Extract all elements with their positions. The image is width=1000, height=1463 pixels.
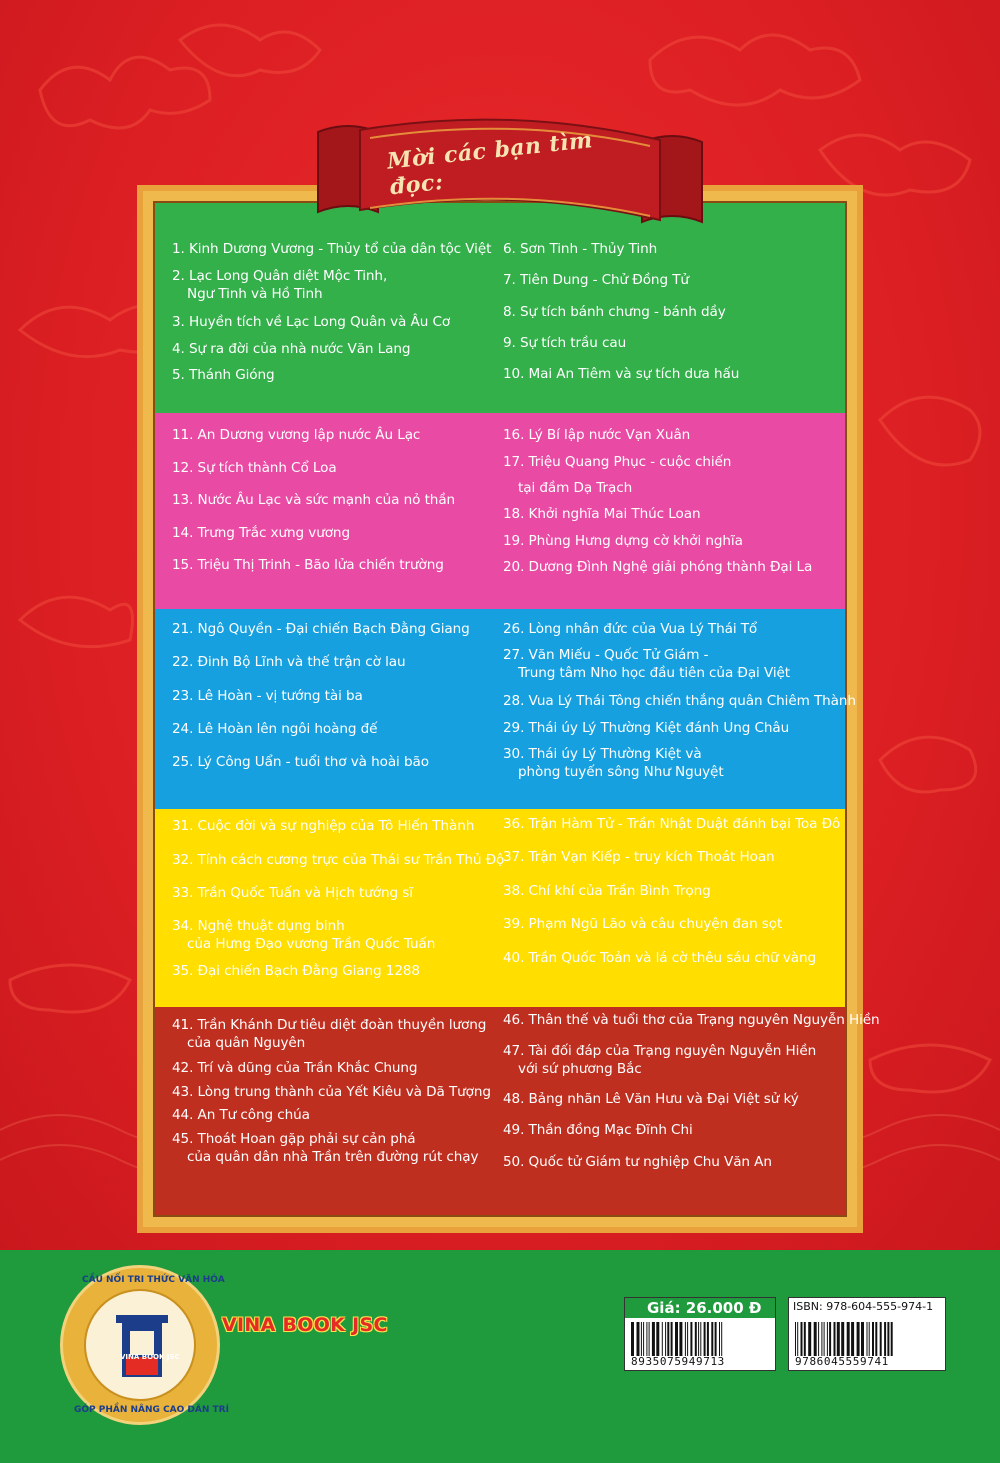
- book-title-item: [503, 1090, 799, 1108]
- barcode-bar: [821, 1322, 822, 1356]
- barcode-bar: [814, 1322, 817, 1356]
- barcode-bar: [847, 1322, 850, 1356]
- book-title-line: 3. Huyền tích về Lạc Long Quân và Âu Cơ: [172, 314, 451, 330]
- logo-ring-bottom-text: GÓP PHẦN NÂNG CAO DÂN TRÍ: [74, 1405, 229, 1415]
- barcode-bar: [721, 1322, 722, 1356]
- price-barcode-number: 8935075949713: [631, 1355, 725, 1368]
- book-title-item: [503, 848, 775, 866]
- book-title-item: [503, 334, 626, 352]
- book-title-line: 41. Trần Khánh Dư tiêu diệt đoàn thuyền lương: [172, 1017, 487, 1033]
- book-title-line: 50. Quốc tử Giám tư nghiệp Chu Văn An: [503, 1154, 772, 1170]
- book-title-item: [172, 340, 410, 358]
- book-title-line: 21. Ngô Quyền - Đại chiến Bạch Đằng Giang: [172, 621, 470, 637]
- barcode-bar: [652, 1322, 655, 1356]
- book-title-item: [172, 962, 420, 980]
- barcode-bar: [687, 1322, 688, 1356]
- barcode-bar: [808, 1322, 811, 1356]
- book-title-item: [503, 719, 789, 737]
- book-title-line: 6. Sơn Tinh - Thủy Tinh: [503, 241, 658, 257]
- barcode-bar: [667, 1322, 669, 1356]
- isbn-barcode-box: [788, 1297, 946, 1371]
- book-title-item: [503, 1011, 880, 1029]
- logo-center: [84, 1289, 196, 1401]
- book-title-item: [503, 692, 856, 710]
- barcode-bar: [827, 1322, 828, 1356]
- barcode-bar: [643, 1322, 644, 1356]
- book-title-line: 37. Trận Vạn Kiếp - truy kích Thoát Hoan: [503, 849, 775, 865]
- barcode-bar: [711, 1322, 713, 1356]
- book-title-line: 49. Thần đồng Mạc Đĩnh Chi: [503, 1122, 693, 1138]
- book-title-item: [503, 646, 790, 682]
- book-title-line: 28. Vua Lý Thái Tông chiến thắng quân Chiêm Thành: [503, 693, 856, 709]
- book-title-item: [172, 267, 387, 303]
- book-title-line: 24. Lê Hoàn lên ngôi hoàng đế: [172, 721, 378, 737]
- book-title-line: 34. Nghệ thuật dụng binh: [172, 918, 345, 934]
- barcode-bar: [649, 1322, 650, 1356]
- book-title-item: [172, 817, 474, 835]
- barcode-bar: [829, 1322, 831, 1356]
- barcode-bar: [795, 1322, 796, 1356]
- barcode-bar: [801, 1322, 803, 1356]
- barcode-bar: [891, 1322, 893, 1356]
- book-title-item: [172, 1016, 486, 1052]
- book-title-line: 30. Thái úy Lý Thường Kiệt và: [503, 746, 702, 762]
- isbn-label: ISBN: 978-604-555-974-1: [793, 1300, 934, 1313]
- logo-ring-top-text: CẦU NỐI TRI THỨC VĂN HÓA: [82, 1275, 225, 1285]
- isbn-barcode: [795, 1322, 941, 1356]
- barcode-bar: [700, 1322, 701, 1356]
- book-title-item: [172, 851, 504, 869]
- barcode-bar: [719, 1322, 720, 1356]
- book-title-line: 20. Dương Đình Nghệ giải phóng thành Đại La: [503, 559, 813, 575]
- book-title-item: [172, 366, 275, 384]
- book-title-line: 26. Lòng nhân đức của Vua Lý Thái Tổ: [503, 621, 758, 637]
- book-title-line: 29. Thái úy Lý Thường Kiệt đánh Ung Châu: [503, 720, 790, 736]
- book-title-line: của quân dân nhà Trần trên đường rút chạy: [187, 1149, 479, 1165]
- book-title-item: [503, 1153, 772, 1171]
- barcode-bar: [834, 1322, 836, 1356]
- barcode-bar: [704, 1322, 706, 1356]
- book-title-item: [503, 1042, 816, 1078]
- publisher-logo: [60, 1265, 229, 1425]
- book-title-item: [172, 524, 350, 542]
- barcode-bar: [861, 1322, 864, 1356]
- book-title-line: phòng tuyến sông Như Nguyệt: [518, 764, 724, 780]
- book-title-item: [172, 753, 429, 771]
- logo-emblem-text: VINA BOOK JSC: [120, 1353, 180, 1361]
- barcode-bar: [875, 1322, 877, 1356]
- book-title-line: 4. Sự ra đời của nhà nước Văn Lang: [172, 341, 411, 357]
- book-title-line: 17. Triệu Quang Phục - cuộc chiến: [503, 454, 732, 470]
- book-title-line: 38. Chí khí của Trần Bình Trọng: [503, 883, 711, 899]
- barcode-bar: [656, 1322, 659, 1356]
- barcode-bar: [637, 1322, 640, 1356]
- book-title-line: với sứ phương Bắc: [518, 1061, 642, 1077]
- book-title-line: 27. Văn Miếu - Quốc Tử Giám -: [503, 647, 709, 663]
- book-title-line: Ngư Tinh và Hồ Tinh: [187, 286, 323, 302]
- book-title-item: [503, 745, 724, 781]
- barcode-bar: [679, 1322, 682, 1356]
- barcode-bar: [857, 1322, 860, 1356]
- book-title-line: 25. Lý Công Uẩn - tuổi thơ và hoài bão: [172, 754, 429, 770]
- price-barcode: [631, 1322, 771, 1356]
- book-title-item: [172, 240, 491, 258]
- book-title-line: 16. Lý Bí lập nước Vạn Xuân: [503, 427, 691, 443]
- book-title-item: [503, 1121, 693, 1139]
- isbn-barcode-number: 9786045559741: [795, 1355, 889, 1368]
- book-title-line: 36. Trận Hàm Tử - Trần Nhật Duật đánh bại Toa Đô: [503, 816, 841, 832]
- barcode-bar: [851, 1322, 854, 1356]
- barcode-bar: [867, 1322, 868, 1356]
- book-title-line: 35. Đại chiến Bạch Đằng Giang 1288: [172, 963, 420, 979]
- book-title-line: 47. Tài đối đáp của Trạng nguyên Nguyễn Hiền: [503, 1043, 817, 1059]
- barcode-bar: [818, 1322, 819, 1356]
- barcode-bar: [685, 1322, 686, 1356]
- book-title-item: [172, 620, 470, 638]
- book-title-item: [172, 1059, 417, 1077]
- book-title-item: [503, 453, 731, 497]
- book-title-line: Trung tâm Nho học đầu tiên của Đại Việt: [518, 665, 791, 681]
- book-title-line: 18. Khởi nghĩa Mai Thúc Loan: [503, 506, 701, 522]
- book-title-item: [503, 303, 726, 321]
- barcode-bar: [641, 1322, 642, 1356]
- book-title-line: 39. Phạm Ngũ Lão và câu chuyện đan sọt: [503, 916, 783, 932]
- book-title-line: 44. An Tư công chúa: [172, 1107, 310, 1123]
- barcode-bar: [884, 1322, 886, 1356]
- barcode-bar: [671, 1322, 673, 1356]
- barcode-bar: [631, 1322, 634, 1356]
- barcode-bar: [690, 1322, 692, 1356]
- book-title-line: 22. Đinh Bộ Lĩnh và thế trận cờ lau: [172, 654, 406, 670]
- book-title-item: [172, 884, 413, 902]
- book-title-line: 10. Mai An Tiêm và sự tích dưa hấu: [503, 366, 740, 382]
- book-title-item: [172, 1083, 491, 1101]
- book-title-line: 43. Lòng trung thành của Yết Kiêu và Dã Tượng: [172, 1084, 491, 1100]
- book-title-item: [503, 882, 711, 900]
- book-title-item: [172, 556, 444, 574]
- book-title-line: 33. Trần Quốc Tuấn và Hịch tướng sĩ: [172, 885, 413, 901]
- barcode-bar: [804, 1322, 806, 1356]
- book-title-item: [172, 313, 450, 331]
- book-title-line: 9. Sự tích trầu cau: [503, 335, 627, 351]
- book-title-item: [503, 558, 812, 576]
- barcode-bar: [887, 1322, 889, 1356]
- barcode-bar: [675, 1322, 678, 1356]
- barcode-bar: [665, 1322, 666, 1356]
- book-title-line: 15. Triệu Thị Trinh - Bão lửa chiến trường: [172, 557, 444, 573]
- barcode-bar: [695, 1322, 697, 1356]
- book-title-item: [172, 687, 363, 705]
- barcode-bar: [662, 1322, 663, 1356]
- book-title-item: [172, 1106, 310, 1124]
- book-title-item: [172, 720, 377, 738]
- barcode-bar: [707, 1322, 709, 1356]
- book-title-item: [503, 915, 782, 933]
- book-title-item: [503, 620, 757, 638]
- book-title-item: [503, 532, 743, 550]
- book-title-line: 11. An Dương vương lập nước Âu Lạc: [172, 427, 421, 443]
- book-title-line: của quân Nguyên: [187, 1035, 306, 1051]
- barcode-bar: [869, 1322, 870, 1356]
- book-title-item: [503, 426, 690, 444]
- book-title-line: 32. Tính cách cương trực của Thái sư Trần Thủ Độ: [172, 852, 505, 868]
- book-title-item: [172, 917, 435, 953]
- book-title-line: 19. Phùng Hưng dựng cờ khởi nghĩa: [503, 533, 743, 549]
- book-title-line: 45. Thoát Hoan gặp phải sự cản phá: [172, 1131, 416, 1147]
- banner-title: Mời các bạn tìm đọc:: [385, 127, 594, 201]
- book-title-item: [503, 365, 739, 383]
- book-title-line: 31. Cuộc đời và sự nghiệp của Tô Hiến Thành: [172, 818, 475, 834]
- book-title-item: [172, 491, 455, 509]
- book-title-item: [172, 1130, 478, 1166]
- book-title-item: [503, 815, 840, 833]
- barcode-bar: [824, 1322, 825, 1356]
- book-title-item: [503, 240, 657, 258]
- temple-gate-icon: [86, 1291, 198, 1403]
- barcode-bar: [646, 1322, 647, 1356]
- book-title-item: [503, 949, 816, 967]
- price-label: Giá: 26.000 Đ: [625, 1298, 775, 1318]
- book-title-line: 12. Sự tích thành Cổ Loa: [172, 460, 337, 476]
- book-title-item: [503, 271, 689, 289]
- book-title-item: [172, 426, 420, 444]
- book-title-item: [503, 505, 700, 523]
- book-title-item: [172, 653, 406, 671]
- book-title-line: 14. Trưng Trắc xưng vương: [172, 525, 350, 541]
- book-title-line: 40. Trần Quốc Toản và lá cờ thêu sáu chữ vàng: [503, 950, 817, 966]
- barcode-bar: [715, 1322, 717, 1356]
- book-title-line: 13. Nước Âu Lạc và sức mạnh của nỏ thần: [172, 492, 456, 508]
- book-title-line: 1. Kinh Dương Vương - Thủy tổ của dân tộc Việt: [172, 241, 492, 257]
- barcode-bar: [837, 1322, 840, 1356]
- barcode-bar: [841, 1322, 844, 1356]
- book-title-line: 7. Tiên Dung - Chử Đồng Tử: [503, 272, 689, 288]
- book-title-line: của Hưng Đạo vương Trần Quốc Tuấn: [187, 936, 436, 952]
- book-title-line: 2. Lạc Long Quân diệt Mộc Tinh,: [172, 268, 388, 284]
- book-title-line: 8. Sự tích bánh chưng - bánh dầy: [503, 304, 726, 320]
- price-barcode-box: [624, 1297, 776, 1371]
- book-title-line: 23. Lê Hoàn - vị tướng tài ba: [172, 688, 363, 704]
- book-title-line: tại đầm Dạ Trạch: [518, 480, 633, 496]
- book-title-line: 48. Bảng nhãn Lê Văn Hưu và Đại Việt sử ký: [503, 1091, 799, 1107]
- publisher-name: VINA BOOK JSC: [222, 1314, 388, 1336]
- book-title-line: 5. Thánh Gióng: [172, 367, 275, 383]
- barcode-bar: [797, 1322, 798, 1356]
- book-title-line: 42. Trí và dũng của Trần Khắc Chung: [172, 1060, 418, 1076]
- book-title-line: 46. Thân thế và tuổi thơ của Trạng nguyên Nguyễn Hiền: [503, 1012, 880, 1028]
- barcode-bar: [880, 1322, 882, 1356]
- book-title-item: [172, 459, 337, 477]
- barcode-bar: [872, 1322, 874, 1356]
- barcode-bar: [698, 1322, 699, 1356]
